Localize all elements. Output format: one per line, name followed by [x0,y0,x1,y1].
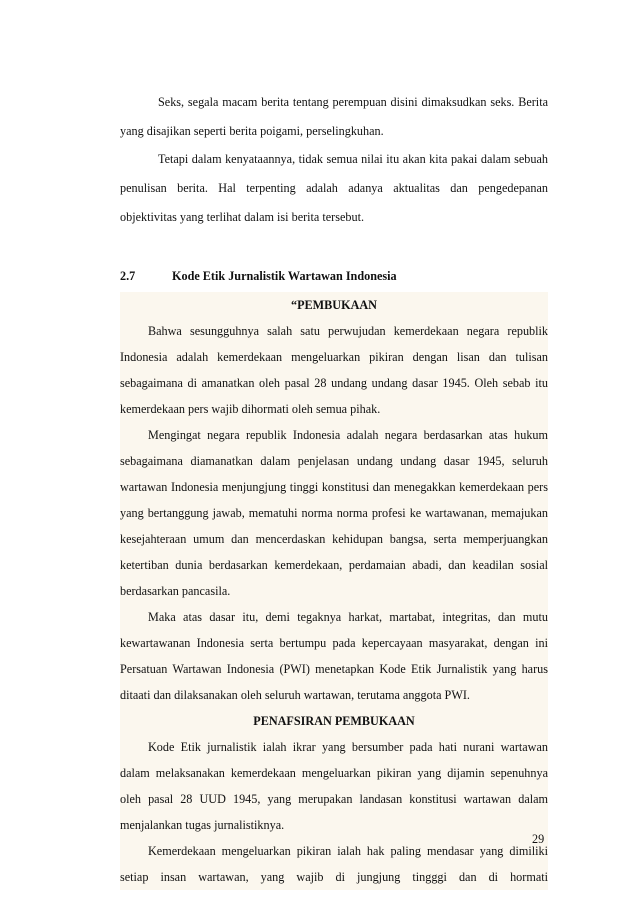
section-heading [120,269,548,284]
section-number: 2.7 [120,269,136,283]
pembukaan-title: “PEMBUKAAN [291,298,377,312]
pembukaan-paragraph: Maka atas dasar itu, demi tegaknya harkat, martabat, integritas, dan mutu kewartawanan Indonesia serta bertumpu pada kepercayaan masyarakat, dengan ini Persatuan Wartawan Indonesia (PWI) menetapkan Kode Etik Jurnalistik yang harus ditaati dan dilaksanakan oleh seluruh wartawan, terutama anggota PWI. [120,610,548,702]
pembukaan-paragraph: Bahwa sesungguhnya salah satu perwujudan kemerdekaan negara republik Indonesia adalah kemerdekaan mengeluarkan pikiran dengan lisan dan tulisan sebagaimana di amanatkan oleh pasal 28 undang undang dasar 1945. Oleh sebab itu kemerdekaan pers wajib dihormati oleh semua pihak. [120,324,548,416]
intro-paragraph-2: Tetapi dalam kenyataannya, tidak semua nilai itu akan kita pakai dalam sebuah penulisan berita. Hal terpenting adalah adanya aktualitas dan pengedepanan objektivitas yang terlihat dalam isi berita tersebut. [120,152,548,224]
intro-paragraph-1: Seks, segala macam berita tentang perempuan disini dimaksudkan seks. Berita yang disajikan seperti berita poigami, perselingkuhan. [120,95,548,138]
pembukaan-section [120,292,548,890]
penafsiran-paragraph: Kode Etik jurnalistik ialah ikrar yang bersumber pada hati nurani wartawan dalam melaksanakan kemerdekaan mengeluarkan pikiran yang dijamin sepenuhnya oleh pasal 28 UUD 1945, yang merupakan landasan konstitusi wartawan dalam menjalankan tugas jurnalistiknya. [120,740,548,832]
pembukaan-paragraph: Mengingat negara republik Indonesia adalah negara berdasarkan atas hukum sebagaimana diamanatkan dalam penjelasan undang undang dasar 1945, seluruh wartawan Indonesia menjungjung tinggi konstitusi dan menegakkan kemerdekaan pers yang bertanggung jawab, mematuhi norma norma profesi ke wartawanan, memajukan kesejahteraan umum dan mencerdaskan kehidupan bangsa, serta memperjuangkan ketertiban dunia berdasarkan kemerdekaan, perdamaian abadi, dan keadilan sosial berdasarkan pancasila. [120,428,548,598]
penafsiran-paragraph: Kemerdekaan mengeluarkan pikiran ialah hak paling mendasar yang dimiliki setiap insan wartawan, yang wajib di jungjung tingggi dan di hormati [120,844,548,884]
penafsiran-title: PENAFSIRAN PEMBUKAAN [253,714,415,728]
page-number: 29 [532,832,545,846]
section-title: Kode Etik Jurnalistik Wartawan Indonesia [172,269,397,283]
